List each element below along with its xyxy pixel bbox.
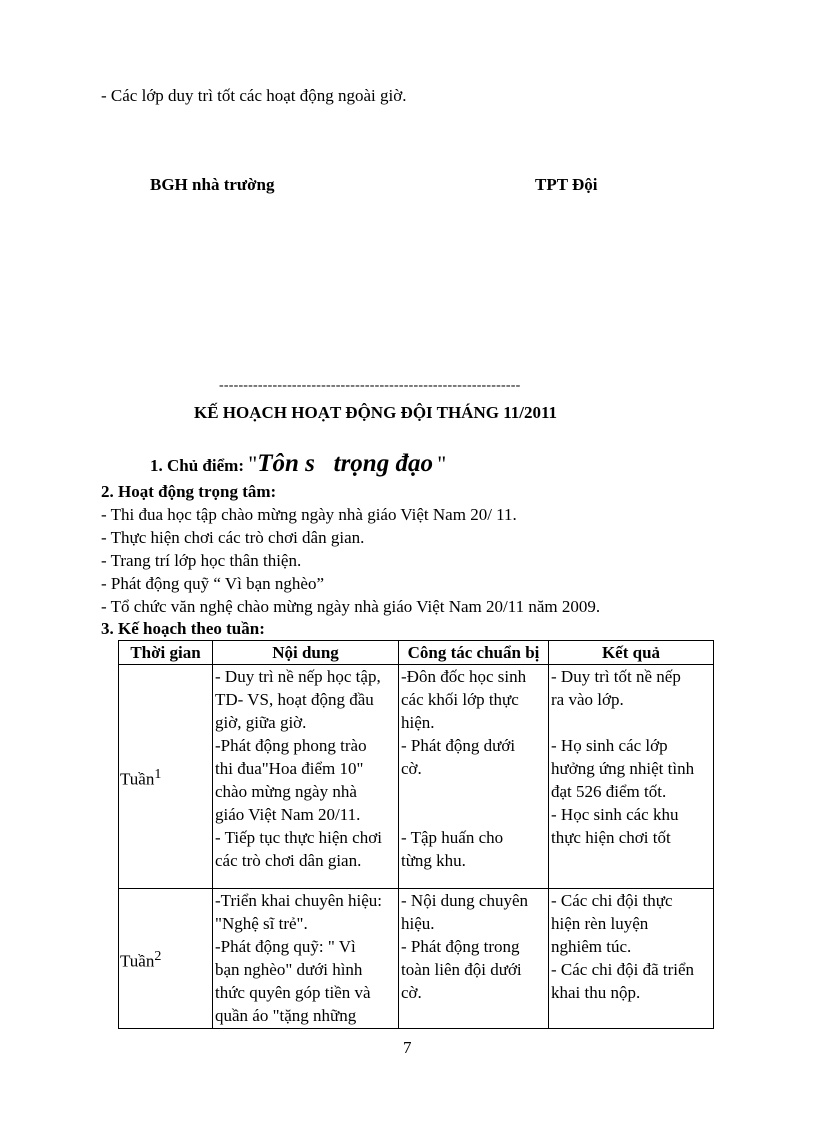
result-line: hiện rèn luyện bbox=[551, 914, 649, 933]
signature-right: TPT Đội bbox=[535, 175, 598, 194]
prep-line: các khối lớp thực bbox=[401, 690, 519, 709]
content-line: -Triển khai chuyên hiệu: bbox=[215, 891, 382, 910]
prep-line: từng khu. bbox=[401, 851, 466, 870]
section3-heading: 3. Kế hoạch theo tuần: bbox=[101, 619, 265, 638]
result-line: ra vào lớp. bbox=[551, 690, 624, 709]
prep-line: hiệu. bbox=[401, 914, 435, 933]
content-line: quần áo "tặng những bbox=[215, 1006, 357, 1025]
result-line bbox=[551, 711, 711, 734]
header-preparation: Công tác chuẩn bị bbox=[399, 641, 549, 665]
signature-left: BGH nhà trường bbox=[150, 175, 275, 194]
result-line: nghiêm túc. bbox=[551, 937, 632, 956]
prep-line: - Phát động dưới bbox=[401, 736, 516, 755]
header-time: Thời gian bbox=[119, 641, 213, 665]
content-line: - Tiếp tục thực hiện chơi bbox=[215, 828, 382, 847]
top-line: - Các lớp duy trì tốt các hoạt động ngoài giờ. bbox=[101, 86, 407, 105]
result-line: - Duy trì tốt nề nếp bbox=[551, 667, 681, 686]
section2-heading: 2. Hoạt động trọng tâm: bbox=[101, 482, 277, 501]
section2-item: - Phát động quỹ “ Vì bạn nghèo” bbox=[101, 574, 325, 593]
prep-line bbox=[401, 803, 546, 826]
content-line: - Duy trì nề nếp học tập, bbox=[215, 667, 381, 686]
content-line: -Phát động phong trào bbox=[215, 736, 367, 755]
result-line: hưởng ứng nhiệt tình bbox=[551, 759, 695, 778]
content-line: TD- VS, hoạt động đầu bbox=[215, 690, 374, 709]
prep-line: toàn liên đội dưới bbox=[401, 960, 522, 979]
content-line: -Phát động quỹ: " Vì bbox=[215, 937, 356, 956]
result-line: - Các chi đội đã triển bbox=[551, 960, 695, 979]
page-number: 7 bbox=[403, 1038, 412, 1057]
prep-line: cờ. bbox=[401, 759, 422, 778]
theme-quote-close: " bbox=[437, 451, 447, 476]
week-label: Tuần bbox=[120, 769, 155, 789]
content-cell bbox=[213, 665, 399, 889]
prep-line: cờ. bbox=[401, 983, 422, 1002]
page-title: KẾ HOẠCH HOẠT ĐỘNG ĐỘI THÁNG 11/2011 bbox=[194, 403, 558, 422]
result-cell bbox=[549, 889, 714, 1029]
divider: -------------------------------------------------------------- bbox=[219, 378, 521, 393]
result-line: - Học sinh các khu bbox=[551, 805, 679, 824]
prep-line: -Đôn đốc học sinh bbox=[401, 667, 527, 686]
content-line: các trò chơi dân gian. bbox=[215, 851, 362, 870]
section2-item: - Trang trí lớp học thân thiện. bbox=[101, 551, 302, 570]
prep-cell bbox=[399, 665, 549, 889]
result-line: khai thu nộp. bbox=[551, 983, 641, 1002]
prep-line: - Phát động trong bbox=[401, 937, 520, 956]
table-header-row bbox=[119, 641, 714, 665]
content-line: giờ, giữa giờ. bbox=[215, 713, 307, 732]
content-line: "Nghệ sĩ trẻ". bbox=[215, 914, 308, 933]
theme-quote-open: " bbox=[248, 451, 258, 476]
result-cell bbox=[549, 665, 714, 889]
content-line: thức quyên góp tiền và bbox=[215, 983, 371, 1002]
theme-value: Tôn s trọng đạo bbox=[257, 450, 433, 477]
section2-item: - Tổ chức văn nghệ chào mừng ngày nhà giáo Việt Nam 20/11 năm 2009. bbox=[101, 597, 601, 616]
table-row bbox=[119, 665, 714, 889]
table-row bbox=[119, 889, 714, 1029]
section2-item: - Thi đua học tập chào mừng ngày nhà giáo Việt Nam 20/ 11. bbox=[101, 505, 517, 524]
result-line: - Các chi đội thực bbox=[551, 891, 673, 910]
prep-line bbox=[401, 780, 546, 803]
header-content: Nội dung bbox=[213, 641, 399, 665]
content-line: bạn nghèo" dưới hình bbox=[215, 960, 363, 979]
week-number: 1 bbox=[154, 766, 162, 782]
week-number: 2 bbox=[154, 948, 162, 964]
theme-line bbox=[150, 450, 446, 478]
content-cell bbox=[213, 889, 399, 1029]
header-result: Kết quả bbox=[549, 641, 714, 665]
week-cell bbox=[119, 889, 213, 1029]
result-line: - Họ sinh các lớp bbox=[551, 736, 668, 755]
prep-line: - Nội dung chuyên bbox=[401, 891, 529, 910]
section2-item: - Thực hiện chơi các trò chơi dân gian. bbox=[101, 528, 365, 547]
result-line: đạt 526 điểm tốt. bbox=[551, 782, 667, 801]
prep-line: - Tập huấn cho bbox=[401, 828, 504, 847]
result-line: thực hiện chơi tốt bbox=[551, 828, 671, 847]
prep-cell bbox=[399, 889, 549, 1029]
week-cell bbox=[119, 665, 213, 889]
content-line: chào mừng ngày nhà bbox=[215, 782, 357, 801]
week-label: Tuần bbox=[120, 951, 155, 971]
theme-label: 1. Chủ điểm: bbox=[150, 456, 244, 475]
content-line: thi đua"Hoa điểm 10" bbox=[215, 759, 364, 778]
weekly-plan-table bbox=[118, 640, 714, 1029]
prep-line: hiện. bbox=[401, 713, 435, 732]
content-line: giáo Việt Nam 20/11. bbox=[215, 805, 361, 824]
